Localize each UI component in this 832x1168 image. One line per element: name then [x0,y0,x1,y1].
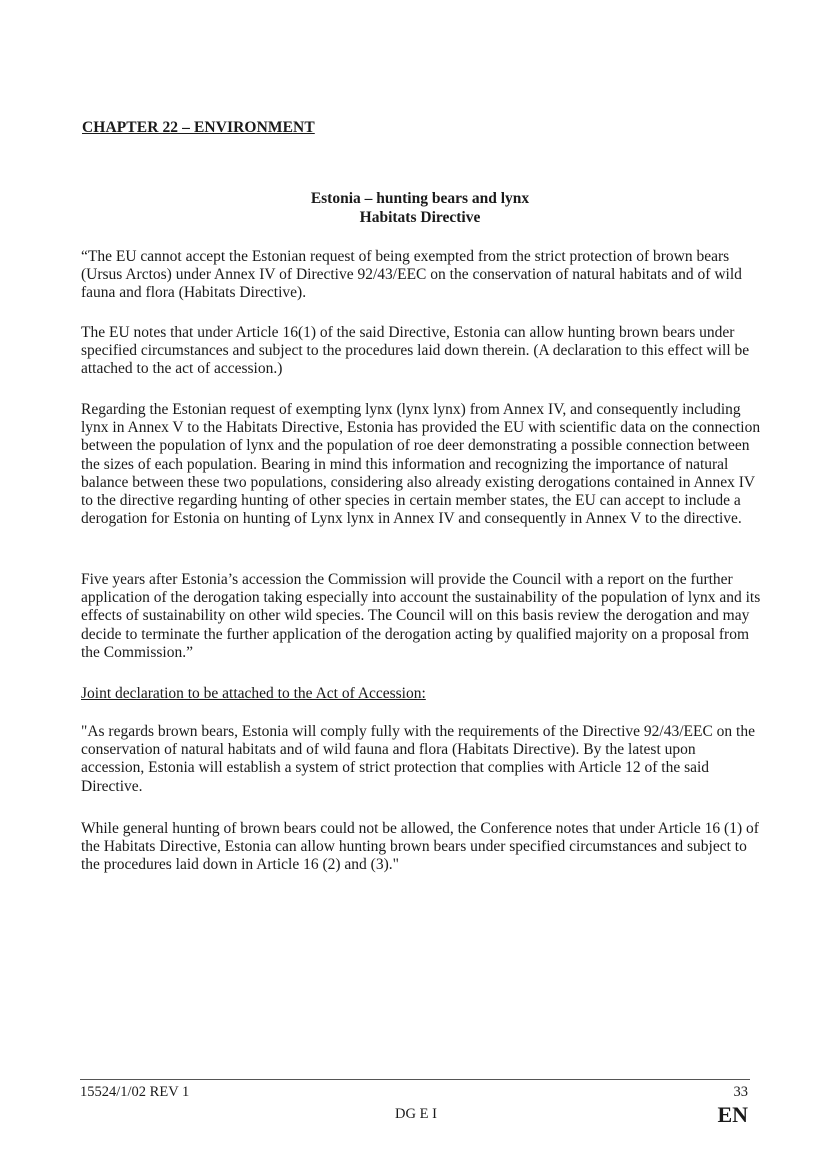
paragraph-3: Regarding the Estonian request of exempting lynx (lynx lynx) from Annex IV, and consequently including lynx in Annex V to the Habitats Directive, Estonia has provided the EU with scientific data on the connection between the population of lynx and the population of roe deer demonstrating a possible connection between the sizes of each population. Bearing in mind this information and recognizing the importance of natural balance between these two populations, considering also already existing derogations contained in Annex IV to the directive regarding hunting of other species in certain member states, the EU can accept to include a derogation for Estonia on hunting of Lynx lynx in Annex IV and consequently in Annex V to the directive. [81,401,761,528]
directorate-label: DG E I [395,1106,437,1122]
joint-declaration-heading: Joint declaration to be attached to the Act of Accession: [81,685,426,702]
chapter-heading: CHAPTER 22 – ENVIRONMENT [82,119,315,136]
paragraph-4: Five years after Estonia’s accession the Commission will provide the Council with a report on the further application of the derogation taking especially into account the sustainability of the population of lynx and its effects of sustainability on other wild species. The Council will on this basis review the derogation and may decide to terminate the further application of the derogation acting by qualified majority on a proposal from the Commission.” [81,571,761,661]
paragraph-6: While general hunting of brown bears could not be allowed, the Conference notes that under Article 16 (1) of the Habitats Directive, Estonia can allow hunting brown bears under specified circumstances and subject to the procedures laid down in Article 16 (2) and (3)." [81,820,759,874]
document-reference: 15524/1/02 REV 1 [80,1084,190,1100]
paragraph-1: “The EU cannot accept the Estonian request of being exempted from the strict protection of brown bears (Ursus Arctos) under Annex IV of Directive 92/43/EEC on the conservation of natural habitats and of wild fauna and flora (Habitats Directive). [81,248,742,302]
page-number: 33 [733,1084,748,1100]
language-code: EN [717,1102,748,1127]
footer-divider [80,1079,750,1080]
title-line-1: Estonia – hunting bears and lynx [310,190,530,207]
paragraph-5: "As regards brown bears, Estonia will comply fully with the requirements of the Directive 92/43/EEC on the conservation of natural habitats and of wild fauna and flora (Habitats Directive). By the latest upon accession, Estonia will establish a system of strict protection that complies with Article 12 of the said Directive. [81,723,755,795]
paragraph-2: The EU notes that under Article 16(1) of the said Directive, Estonia can allow hunting brown bears under specified circumstances and subject to the procedures laid down therein. (A declaration to this effect will be attached to the act of accession.) [81,324,750,378]
document-title [0,189,832,227]
title-line-2: Habitats Directive [359,209,481,226]
